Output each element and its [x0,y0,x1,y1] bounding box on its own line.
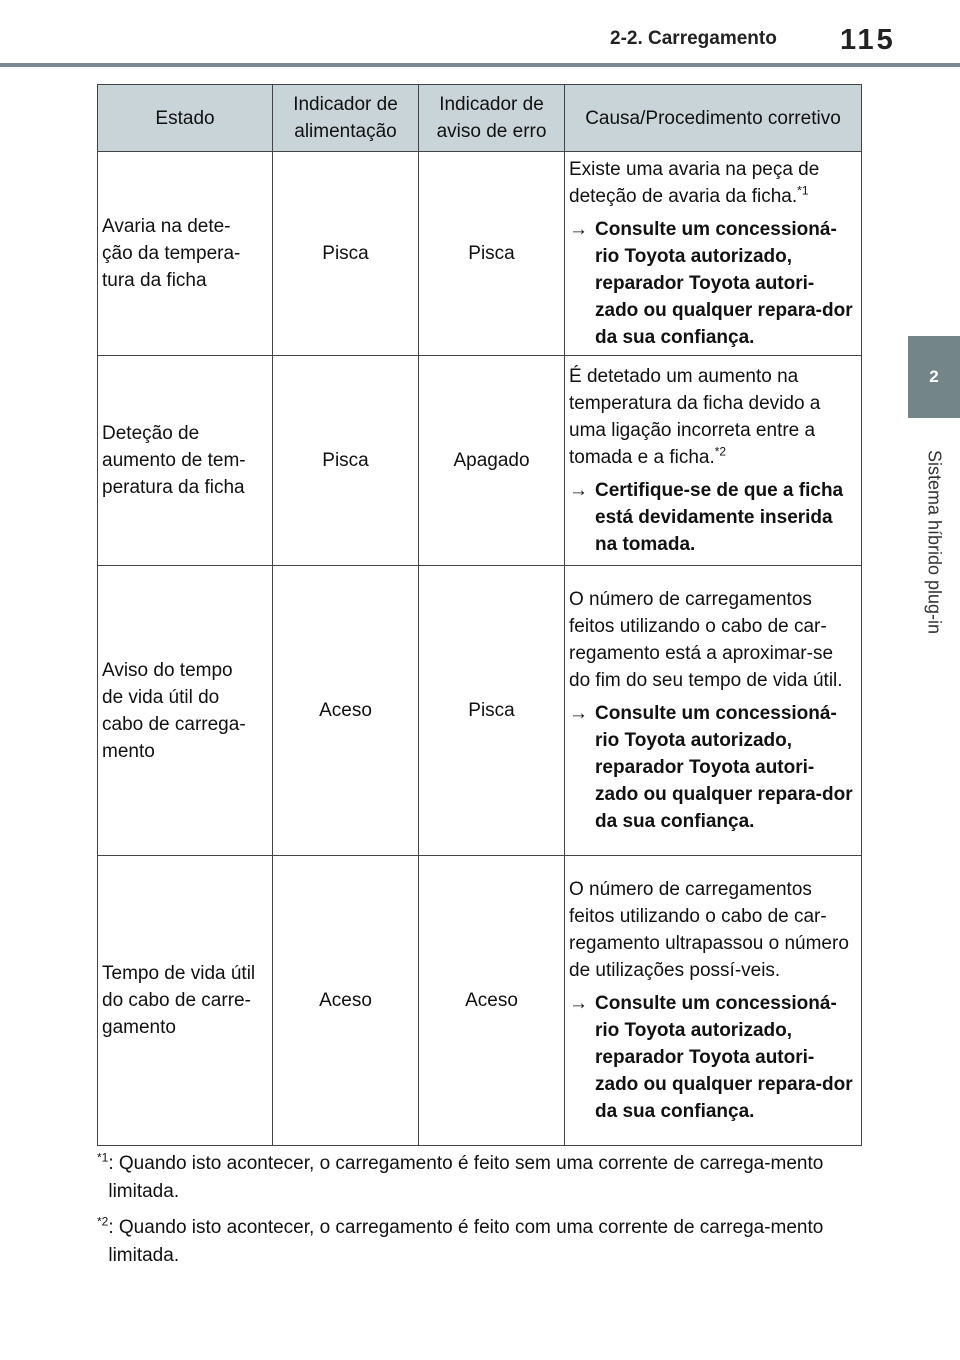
cell-cause [565,152,862,356]
cell-state: Avaria na dete- ção da tempera- tura da ficha [98,152,273,356]
table-row [98,856,862,1146]
procedure [569,477,857,558]
header-estado: Estado [98,85,273,152]
table-row [98,356,862,566]
footnotes [97,1150,857,1278]
section-title: 2-2. Carregamento [610,28,777,49]
footnote-ref: *1 [797,183,809,198]
cause-text: O número de carregamentos feitos utilizando o cabo de car-regamento está a aproximar-se do fim do seu tempo de vida útil. [569,589,843,691]
cell-error-indicator: Aceso [419,856,565,1146]
header-cause: Causa/Procedimento corretivo [565,85,862,152]
arrow-icon: → [569,219,588,240]
cell-state: Deteção de aumento de tem- peratura da ficha [98,356,273,566]
procedure-text: Consulte um concessioná-rio Toyota autorizado, reparador Toyota autori-zado ou qualquer repara-dor da sua confiança. [595,703,853,832]
cell-power-indicator: Pisca [273,152,419,356]
table-header-row [98,85,862,152]
cell-cause [565,856,862,1146]
status-table [97,84,862,1146]
cause-text: O número de carregamentos feitos utilizando o cabo de car-regamento ultrapassou o número de utilizações possí-veis. [569,879,849,981]
table-row [98,566,862,856]
cell-error-indicator: Apagado [419,356,565,566]
cell-error-indicator: Pisca [419,566,565,856]
procedure [569,216,857,351]
footnote-mark: *1 [97,1150,109,1165]
chapter-tab: 2 [908,336,960,418]
procedure-text: Consulte um concessioná-rio Toyota autorizado, reparador Toyota autori-zado ou qualquer repara-dor da sua confiança. [595,993,853,1122]
header-power-indicator: Indicador de alimentação [273,85,419,152]
footnote-1 [97,1150,857,1206]
cell-power-indicator: Aceso [273,566,419,856]
footnote-ref: *2 [714,444,727,459]
footnote-mark: *2 [97,1214,109,1229]
page-number: 115 [840,24,896,56]
header-error-indicator: Indicador de aviso de erro [419,85,565,152]
cell-power-indicator: Pisca [273,356,419,566]
arrow-icon: → [569,480,588,501]
arrow-icon: → [569,703,588,724]
procedure [569,990,857,1125]
cause-text: Existe uma avaria na peça de deteção de avaria da ficha.$^{*1}$ [569,159,820,207]
footnote-2 [97,1214,857,1270]
cell-state: Tempo de vida útil do cabo de carre- gamento [98,856,273,1146]
table-row [98,152,862,356]
cell-error-indicator: Pisca [419,152,565,356]
footnote-text: : Quando isto acontecer, o carregamento é feito sem uma corrente de carrega-mento limitada. [108,1153,824,1202]
procedure-text: Certifique-se de que a ficha está devidamente inserida na tomada. [595,480,844,555]
procedure-text: Consulte um concessioná-rio Toyota autorizado, reparador Toyota autori-zado ou qualquer repara-dor da sua confiança. [595,219,853,348]
header-rule [0,63,960,67]
cell-cause [565,566,862,856]
chapter-label: Sistema híbrido plug-in [924,449,945,635]
cell-power-indicator: Aceso [273,856,419,1146]
cell-cause [565,356,862,566]
arrow-icon: → [569,993,588,1014]
cause-text: É detetado um aumento na temperatura da ficha devido a uma ligação incorreta entre a tomada e a ficha.$^{*2}$ [569,366,821,468]
procedure [569,700,857,835]
cell-state: Aviso do tempo de vida útil do cabo de carrega- mento [98,566,273,856]
footnote-text: : Quando isto acontecer, o carregamento é feito com uma corrente de carrega-mento limitada. [108,1217,824,1266]
